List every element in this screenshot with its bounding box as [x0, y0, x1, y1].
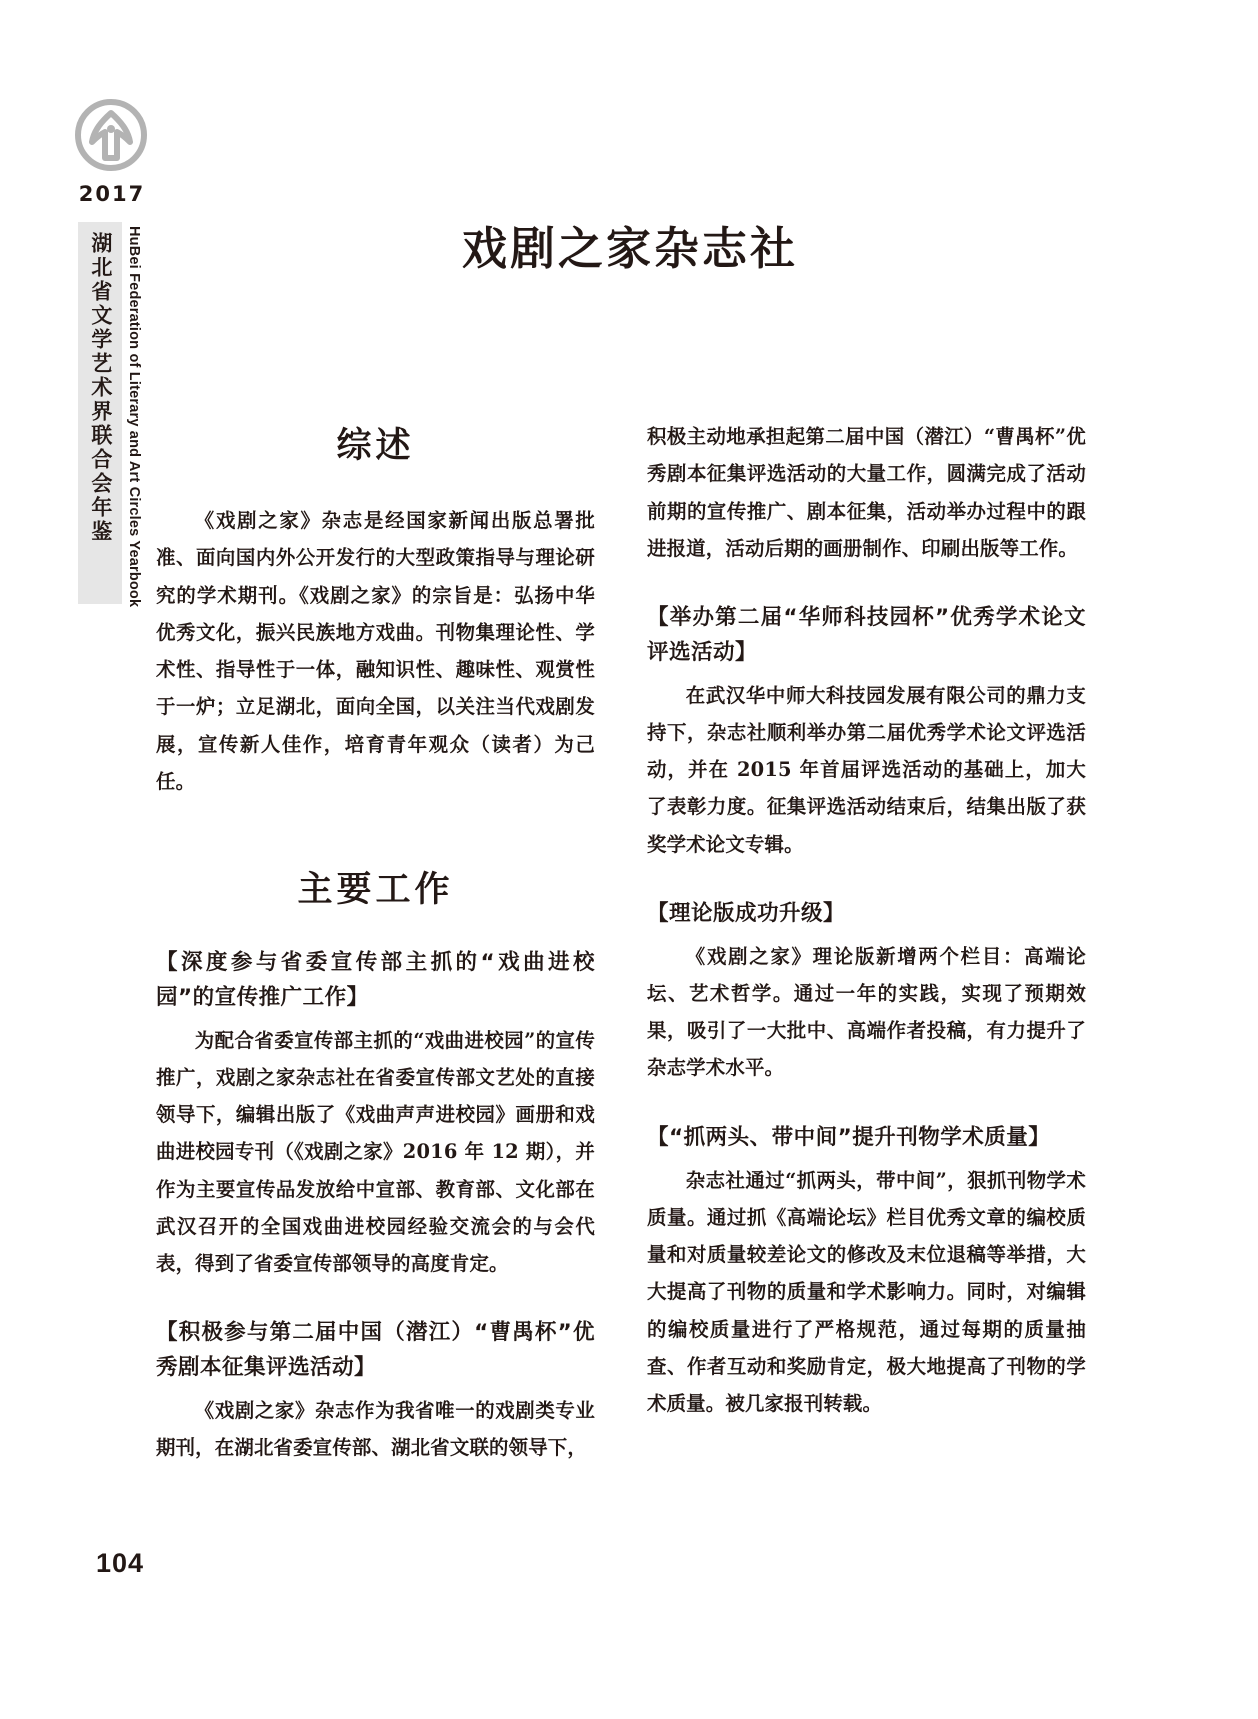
- yearbook-year: 2017: [78, 182, 146, 206]
- paragraph-section-2: 《戏剧之家》杂志作为我省唯一的戏剧类专业期刊，在湖北省委宣传部、湖北省文联的领导下，: [156, 1399, 595, 1460]
- heading-section-3: 【举办第二届“华师科技园杯”优秀学术论文评选活动】: [647, 605, 1086, 665]
- page-number: 104: [96, 1548, 145, 1578]
- hubei-federation-emblem-icon: [72, 96, 150, 174]
- body-columns: [156, 418, 1086, 1460]
- heading-overview: 综述: [336, 426, 415, 466]
- heading-section-2: 【积极参与第二届中国（潜江）“曹禺杯”优秀剧本征集评选活动】: [156, 1320, 595, 1381]
- heading-main-work: 主要工作: [297, 870, 454, 910]
- heading-section-5: 【“抓两头、带中间”提升刊物学术质量】: [647, 1124, 1051, 1150]
- right-column: [647, 418, 1086, 1448]
- heading-section-4: 【理论版成功升级】: [647, 900, 846, 926]
- paragraph-section-5: 杂志社通过“抓两头，带中间”，狠抓刊物学术质量。通过抓《高端论坛》栏目优秀文章的编校质量和对质量较差论文的修改及末位退稿等举措，大大提高了刊物的质量和学术影响力。同时，对编辑的编校质量进行了严格规范，通过每期的质量抽查、作者互动和奖励肯定，极大地提高了刊物的学术质量。被几家报刊转载。: [647, 1168, 1086, 1416]
- paragraph-overview: 《戏剧之家》杂志是经国家新闻出版总署批准、面向国内外公开发行的大型政策指导与理论研究的学术期刊。《戏剧之家》的宗旨是：弘扬中华优秀文化，振兴民族地方戏曲。刊物集理论性、学术性、指导性于一体，融知识性、趣味性、观赏性于一炉；立足湖北，面向全国，以关注当代戏剧发展，宣传新人佳作，培育青年观众（读者）为己任。: [156, 509, 595, 793]
- paragraph-section-4: 《戏剧之家》理论版新增两个栏目：高端论坛、艺术哲学。通过一年的实践，实现了预期效果，吸引了一大批中、高端作者投稿，有力提升了杂志学术水平。: [647, 944, 1086, 1080]
- page-title: 戏剧之家杂志社: [461, 222, 798, 275]
- vertical-title-cn: 湖北省文学艺术界联合会年鉴: [88, 232, 113, 544]
- masthead-block: [62, 96, 172, 608]
- paragraph-section-1: 为配合省委宣传部主抓的“戏曲进校园”的宣传推广，戏剧之家杂志社在省委宣传部文艺处的直接领导下，编辑出版了《戏曲声声进校园》画册和戏曲进校园专刊（《戏剧之家》2016 年 12 期），并作为主要宣传品发放给中宣部、教育部、文化部在武汉召开的全国戏曲进校园经验交流会的与会代表，得到了省委宣传部领导的高度肯定。: [156, 1028, 595, 1276]
- heading-section-1: 【深度参与省委宣传部主抓的“戏曲进校园”的宣传推广工作】: [156, 950, 595, 1010]
- vertical-title-en: HuBei Federation of Literary and Art Circles Yearbook: [126, 226, 142, 608]
- left-column: [156, 418, 595, 1460]
- paragraph-section-2-continued: 积极主动地承担起第二届中国（潜江）“曹禺杯”优秀剧本征集评选活动的大量工作，圆满完成了活动前期的宣传推广、剧本征集，活动举办过程中的跟进报道，活动后期的画册制作、印刷出版等工作。: [647, 425, 1086, 560]
- vertical-title-band: [78, 222, 122, 604]
- paragraph-section-3: 在武汉华中师大科技园发展有限公司的鼎力支持下，杂志社顺利举办第二届优秀学术论文评选活动，并在 2015 年首届评选活动的基础上，加大了表彰力度。征集评选活动结束后，结集出版了获奖学术论文专辑。: [647, 683, 1086, 856]
